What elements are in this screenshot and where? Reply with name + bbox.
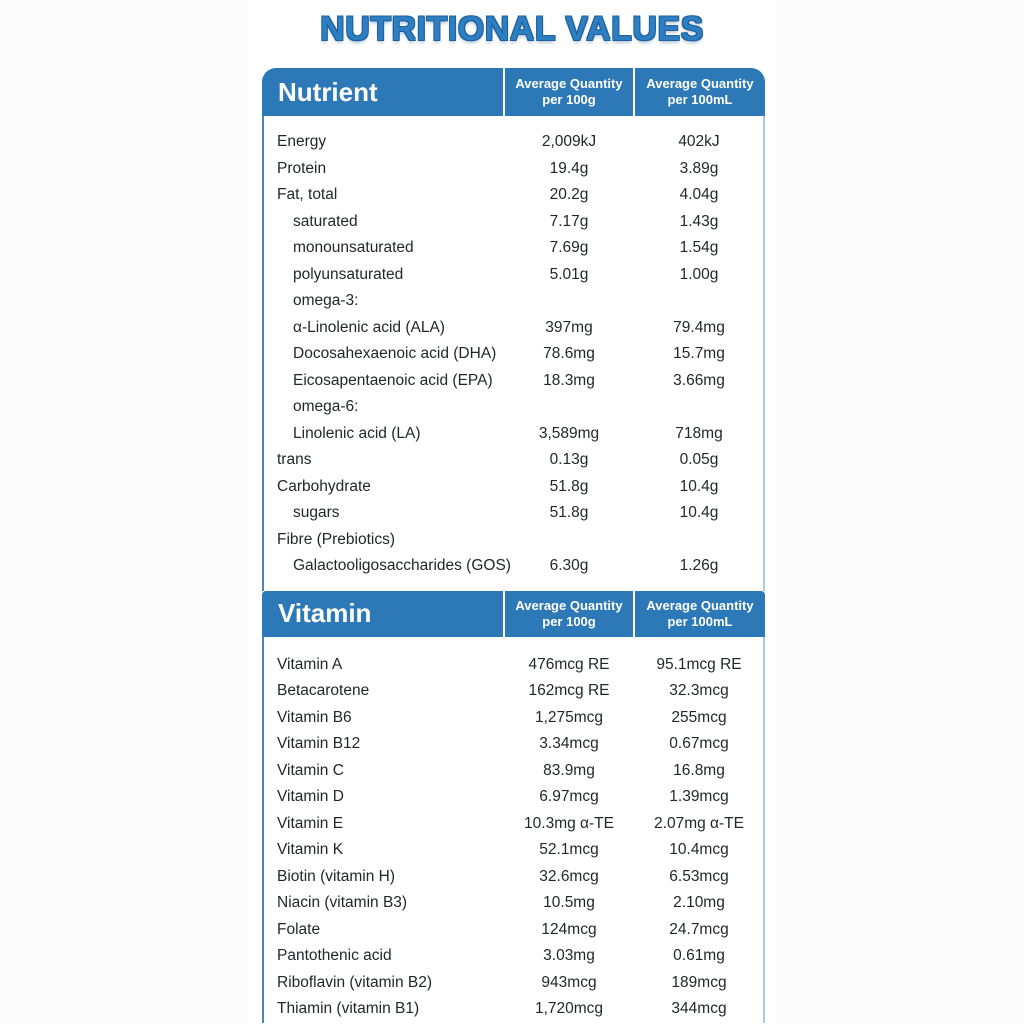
row-label: saturated — [293, 212, 358, 230]
column-header-per-100ml-line1: Average Quantity — [646, 597, 754, 613]
table-row — [264, 652, 763, 679]
row-value-per-100g: 7.17g — [549, 212, 589, 230]
row-value-per-100ml: 10.4mcg — [669, 841, 729, 859]
row-label: Carbohydrate — [277, 477, 371, 495]
table-row — [264, 864, 763, 891]
row-value-per-100g: 397mg — [545, 318, 593, 336]
table-row — [264, 235, 763, 262]
label-card — [247, 0, 777, 1024]
row-label: Thiamin (vitamin B1) — [277, 1000, 420, 1018]
row-label: Fat, total — [277, 186, 338, 204]
row-value-per-100g: 18.3mg — [543, 371, 595, 389]
column-header-per-100g-line2: per 100g — [542, 613, 596, 629]
row-value-per-100g: 52.1mcg — [539, 841, 599, 859]
column-header-per-100ml-line1: Average Quantity — [646, 76, 754, 91]
row-value-per-100ml: 255mcg — [671, 708, 727, 726]
nutrient-table-header — [262, 68, 765, 116]
table-row — [264, 341, 763, 368]
table-row — [264, 288, 763, 315]
row-value-per-100ml: 1.00g — [679, 265, 719, 283]
column-header-per-100g-line2: per 100g — [542, 92, 596, 107]
row-value-per-100g: 20.2g — [549, 186, 589, 204]
row-value-per-100g: 6.30g — [549, 557, 589, 575]
page-title: NUTRITIONAL VALUES — [320, 10, 704, 48]
table-row — [264, 811, 763, 838]
row-value-per-100ml: 10.4g — [679, 504, 719, 522]
row-label: Vitamin B6 — [277, 708, 352, 726]
row-label: Galactooligosaccharides (GOS) — [293, 557, 511, 575]
row-label: polyunsaturated — [293, 265, 404, 283]
table-row — [264, 705, 763, 732]
row-value-per-100ml: 2.07mg α-TE — [654, 814, 744, 832]
row-value-per-100ml: 4.04g — [679, 186, 719, 204]
vitamin-table-header — [262, 591, 765, 637]
table-row — [264, 368, 763, 395]
row-value-per-100ml: 10.4g — [679, 477, 719, 495]
row-value-per-100g: 51.8g — [549, 504, 589, 522]
table-row — [264, 970, 763, 997]
column-header-per-100g-line1: Average Quantity — [515, 76, 623, 91]
column-header-per-100ml-line2: per 100mL — [667, 92, 733, 107]
row-value-per-100ml: 1.43g — [679, 212, 719, 230]
row-value-per-100ml: 718mg — [675, 424, 723, 442]
column-header-per-100ml-line2: per 100mL — [667, 613, 733, 629]
row-label: Betacarotene — [277, 682, 370, 700]
row-label: Vitamin A — [277, 655, 343, 673]
column-header-per-100g — [505, 591, 633, 637]
table-row — [264, 421, 763, 448]
row-value-per-100ml: 32.3mcg — [669, 682, 729, 700]
table-row — [264, 837, 763, 864]
table-row — [264, 209, 763, 236]
row-value-per-100ml: 402kJ — [678, 133, 720, 151]
row-label: Protein — [277, 159, 327, 177]
table-row — [264, 182, 763, 209]
vitamin-table-body — [262, 637, 765, 1023]
row-value-per-100g: 124mcg — [541, 920, 597, 938]
row-label: Folate — [277, 920, 321, 938]
row-value-per-100ml: 15.7mg — [673, 345, 725, 363]
row-label: α-Linolenic acid (ALA) — [293, 318, 445, 336]
row-value-per-100g: 5.01g — [549, 265, 589, 283]
row-value-per-100g: 51.8g — [549, 477, 589, 495]
table-row — [264, 527, 763, 554]
row-value-per-100ml: 1.54g — [679, 239, 719, 257]
row-value-per-100g: 3.34mcg — [539, 735, 599, 753]
row-value-per-100g: 83.9mg — [543, 761, 595, 779]
row-label: Vitamin K — [277, 841, 344, 859]
table-row — [264, 315, 763, 342]
row-label: monounsaturated — [293, 239, 414, 257]
row-value-per-100g: 1,275mcg — [534, 708, 604, 726]
row-label: Niacin (vitamin B3) — [277, 894, 408, 912]
row-value-per-100g: 32.6mcg — [539, 867, 599, 885]
table-row — [264, 758, 763, 785]
row-label: omega-3: — [293, 292, 359, 310]
row-value-per-100ml: 16.8mg — [673, 761, 725, 779]
table-row — [264, 129, 763, 156]
nutrient-table — [262, 68, 765, 591]
table-row — [264, 553, 763, 580]
row-value-per-100ml: 344mcg — [671, 1000, 727, 1018]
row-label: Pantothenic acid — [277, 947, 392, 965]
row-value-per-100g: 1,720mcg — [534, 1000, 604, 1018]
row-value-per-100ml: 95.1mcg RE — [656, 655, 742, 673]
row-value-per-100g: 19.4g — [549, 159, 589, 177]
table-row — [264, 447, 763, 474]
nutrient-header-title: Nutrient — [262, 68, 503, 116]
row-value-per-100ml: 6.53mcg — [669, 867, 729, 885]
column-header-per-100ml — [635, 591, 765, 637]
row-value-per-100g: 3.03mg — [543, 947, 595, 965]
row-value-per-100ml: 0.61mg — [673, 947, 725, 965]
row-value-per-100ml: 2.10mg — [673, 894, 725, 912]
row-label: Energy — [277, 133, 327, 151]
row-value-per-100ml: 189mcg — [671, 973, 727, 991]
row-label: Eicosapentaenoic acid (EPA) — [293, 371, 493, 389]
column-header-per-100g-line1: Average Quantity — [515, 597, 623, 613]
row-value-per-100g: 943mcg — [541, 973, 597, 991]
row-value-per-100g: 0.13g — [549, 451, 589, 469]
row-label: Linolenic acid (LA) — [293, 424, 421, 442]
row-value-per-100ml: 1.26g — [679, 557, 719, 575]
column-header-per-100g — [505, 68, 633, 116]
row-value-per-100ml: 0.67mcg — [669, 735, 729, 753]
table-row — [264, 943, 763, 970]
table-row — [264, 474, 763, 501]
row-value-per-100g: 3,589mg — [538, 424, 600, 442]
row-value-per-100g: 476mcg RE — [528, 655, 610, 673]
row-label: sugars — [293, 504, 340, 522]
row-label: Vitamin B12 — [277, 735, 361, 753]
row-value-per-100ml: 79.4mg — [673, 318, 725, 336]
vitamin-header-title: Vitamin — [262, 591, 503, 637]
table-row — [264, 731, 763, 758]
row-value-per-100ml: 1.39mcg — [669, 788, 729, 806]
nutrient-table-body — [262, 116, 765, 591]
table-row — [264, 394, 763, 421]
table-row — [264, 678, 763, 705]
table-row — [264, 784, 763, 811]
row-label: trans — [277, 451, 312, 469]
row-value-per-100ml: 3.66mg — [673, 371, 725, 389]
row-label: Biotin (vitamin H) — [277, 867, 395, 885]
row-value-per-100g: 2,009kJ — [541, 133, 597, 151]
row-label: Vitamin C — [277, 761, 344, 779]
row-label: Vitamin D — [277, 788, 344, 806]
row-value-per-100g: 10.3mg α-TE — [524, 814, 614, 832]
table-row — [264, 890, 763, 917]
row-label: Docosahexaenoic acid (DHA) — [293, 345, 497, 363]
row-value-per-100ml: 0.05g — [679, 451, 719, 469]
row-label: Fibre (Prebiotics) — [277, 530, 395, 548]
row-value-per-100g: 6.97mcg — [539, 788, 599, 806]
row-value-per-100g: 10.5mg — [543, 894, 595, 912]
row-value-per-100ml: 3.89g — [679, 159, 719, 177]
row-label: omega-6: — [293, 398, 359, 416]
row-value-per-100g: 162mcg RE — [528, 682, 610, 700]
table-row — [264, 500, 763, 527]
table-row — [264, 156, 763, 183]
vitamin-table — [262, 591, 765, 1023]
column-header-per-100ml — [635, 68, 765, 116]
row-label: Riboflavin (vitamin B2) — [277, 973, 433, 991]
row-value-per-100ml: 24.7mcg — [669, 920, 729, 938]
table-row — [264, 996, 763, 1023]
table-row — [264, 917, 763, 944]
row-label: Vitamin E — [277, 814, 344, 832]
row-value-per-100g: 7.69g — [549, 239, 589, 257]
table-row — [264, 262, 763, 289]
row-value-per-100g: 78.6mg — [543, 345, 595, 363]
